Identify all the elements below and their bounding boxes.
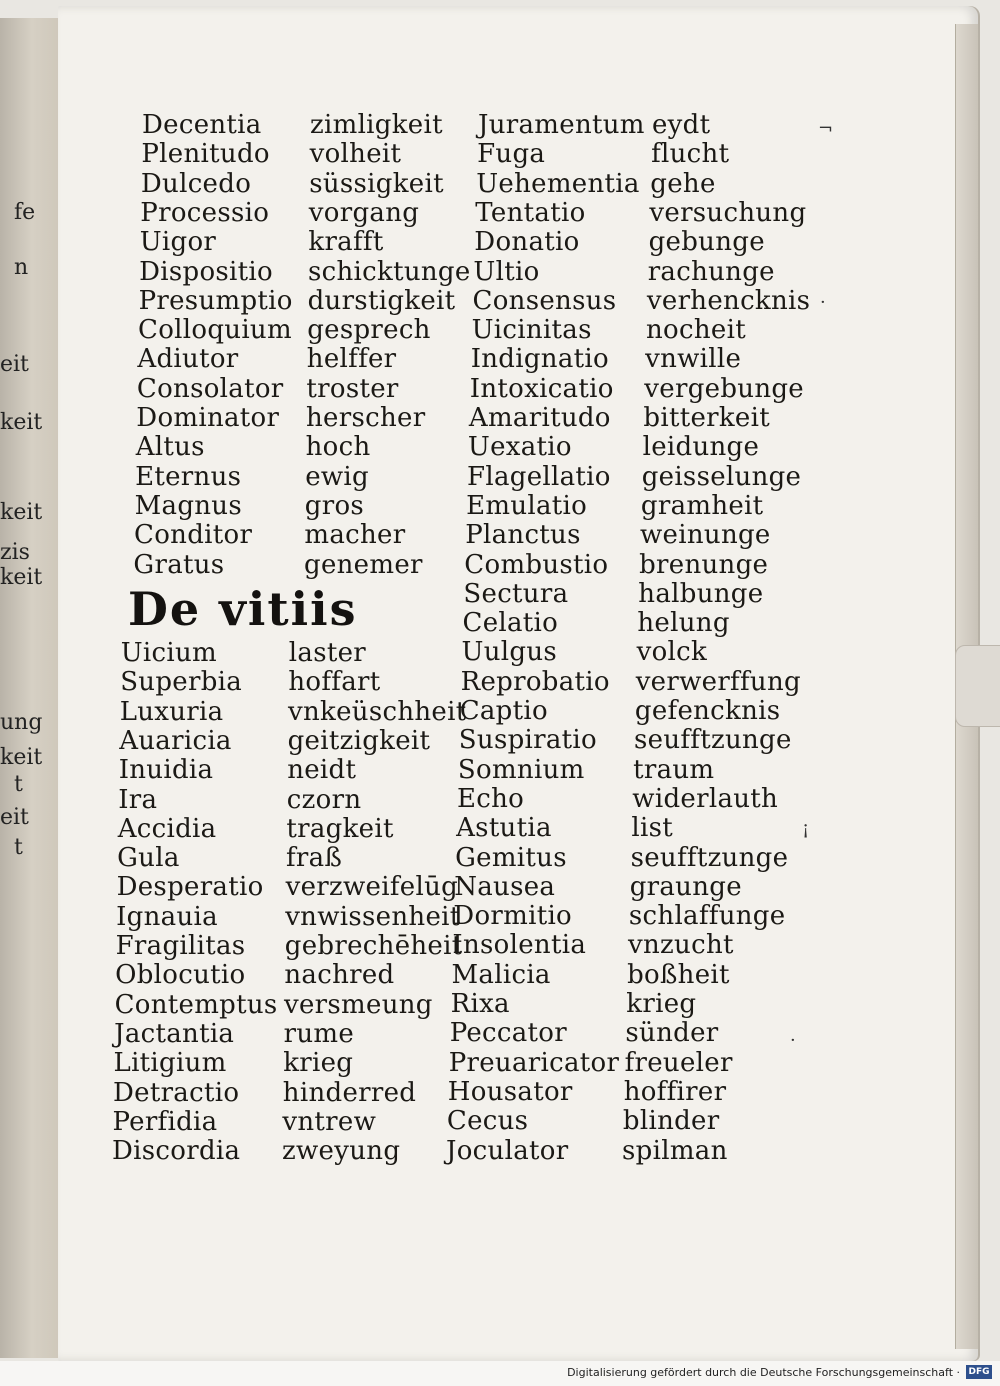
word-c1: Eternus	[135, 461, 242, 492]
left-margin-fragment: keit	[0, 745, 43, 770]
word-c3: Donatio	[474, 227, 580, 258]
word-c6: gebrechēheit	[284, 931, 463, 961]
word-c4: eydt	[652, 110, 711, 140]
word-c3: Preuaricator	[448, 1047, 620, 1078]
word-c2: herscher	[306, 403, 426, 433]
word-c3: Housator	[447, 1076, 573, 1107]
word-c6: nachred	[284, 960, 395, 991]
word-c1: Processio	[140, 197, 270, 228]
left-margin-fragment: eit	[0, 805, 29, 830]
word-c4: seufftzunge	[634, 725, 792, 756]
word-c4: blinder	[622, 1106, 720, 1137]
word-c4: vnzucht	[628, 930, 734, 961]
word-c3: Malicia	[451, 959, 551, 990]
word-c4: bitterkeit	[643, 403, 770, 433]
word-c6: geitzigkeit	[287, 725, 431, 756]
left-margin-fragment: t	[14, 772, 23, 797]
word-c3: Captio	[459, 696, 548, 726]
word-c4: gramheit	[640, 490, 764, 521]
word-c5: Gula	[117, 843, 180, 874]
word-c2: gros	[304, 490, 365, 521]
word-c5: Discordia	[112, 1136, 241, 1167]
word-c3: Combustio	[464, 549, 609, 580]
word-c4: rachunge	[647, 256, 775, 287]
word-c5: Oblocutio	[115, 960, 246, 991]
left-margin-fragment: keit	[0, 565, 43, 590]
dfg-logo: DFG	[966, 1365, 992, 1379]
word-c4: helung	[637, 608, 730, 639]
left-margin-fragment: ung	[0, 710, 43, 735]
left-margin-fragment: keit	[0, 410, 43, 435]
word-c1: Dominator	[136, 403, 280, 433]
word-c2: zimligkeit	[310, 110, 443, 140]
word-c3: Gemitus	[455, 842, 567, 873]
word-c4: sünder	[625, 1018, 719, 1049]
word-c3: Cecus	[446, 1106, 529, 1137]
left-margin-fragment: zis	[0, 540, 30, 565]
word-c1: Uigor	[139, 227, 217, 258]
margin-mark: ¡	[802, 818, 810, 839]
word-c6: laster	[288, 638, 367, 668]
word-c4: verwerffung	[635, 666, 801, 697]
word-c3: Indignatio	[470, 344, 609, 375]
word-c5: Luxuria	[119, 696, 224, 727]
word-c4: gefencknis	[634, 696, 781, 726]
word-c4: geisselunge	[641, 461, 802, 492]
left-margin-fragment: eit	[0, 352, 29, 377]
footer-credit: Digitalisierung gefördert durch die Deutsche Forschungsgemeinschaft ·	[567, 1366, 960, 1379]
word-c5: Inuidia	[118, 755, 214, 786]
word-c1: Magnus	[134, 490, 242, 521]
word-c4: schlaffunge	[628, 901, 786, 932]
word-c5: Accidia	[117, 813, 217, 844]
section-heading: De vitiis	[128, 582, 358, 636]
word-c3: Joculator	[446, 1135, 569, 1166]
word-c3: Sectura	[463, 578, 569, 609]
word-c3: Celatio	[462, 608, 559, 639]
word-c3: Somnium	[457, 754, 585, 785]
word-c3: Nausea	[454, 871, 556, 902]
word-c3: Ultio	[473, 256, 540, 287]
word-c1: Consolator	[136, 373, 284, 404]
word-c3: Consensus	[472, 285, 617, 316]
word-c3: Uicinitas	[471, 315, 592, 346]
word-c2: schicktunge	[308, 256, 471, 287]
word-c4: widerlauth	[632, 783, 779, 814]
word-c2: krafft	[308, 227, 384, 258]
word-c3: Uexatio	[467, 432, 572, 463]
word-c6: zweyung	[282, 1136, 401, 1167]
word-c1: Dispositio	[139, 256, 273, 287]
left-margin-fragment: n	[14, 255, 29, 280]
word-c3: Peccator	[449, 1018, 567, 1049]
word-c3: Astutia	[456, 813, 552, 844]
word-c1: Adiutor	[137, 344, 239, 375]
word-c3: Emulatio	[466, 490, 588, 521]
word-c2: volheit	[309, 139, 402, 170]
word-c6: tragkeit	[286, 813, 394, 844]
word-c4: vnwille	[645, 344, 742, 375]
word-c1: Dulcedo	[140, 168, 252, 199]
word-c2: macher	[304, 520, 406, 551]
word-c4: vergebunge	[644, 373, 804, 404]
word-c3: Suspiratio	[458, 725, 598, 756]
word-c4: hoffirer	[623, 1076, 727, 1107]
word-c6: krieg	[283, 1048, 354, 1079]
word-c2: durstigkeit	[307, 285, 456, 316]
word-c5: Auaricia	[119, 725, 232, 756]
word-c4: spilman	[622, 1135, 728, 1166]
word-c6: vnkeüschheit	[288, 696, 467, 727]
word-c1: Conditor	[134, 520, 253, 551]
word-c4: verhencknis	[646, 285, 811, 316]
margin-mark: ¬	[818, 118, 834, 139]
word-c3: Dormitio	[453, 901, 573, 932]
word-c2: ewig	[305, 461, 369, 492]
word-c6: fraß	[286, 843, 343, 874]
word-c6: vntrew	[282, 1106, 377, 1137]
word-c2: genemer	[304, 549, 423, 580]
word-c5: Desperatio	[116, 872, 264, 903]
word-c4: gehe	[650, 168, 716, 199]
word-c3: Fuga	[477, 139, 546, 170]
word-c6: hinderred	[282, 1077, 417, 1108]
word-c5: Perfidia	[112, 1106, 218, 1137]
word-c1: Decentia	[142, 110, 262, 140]
word-c3: Juramentum	[478, 110, 645, 140]
word-c3: Reprobatio	[460, 666, 610, 697]
word-c5: Detractio	[113, 1077, 240, 1108]
left-margin-fragment: fe	[14, 200, 36, 225]
word-c3: Intoxicatio	[469, 373, 614, 404]
word-c2: troster	[306, 373, 399, 404]
word-c6: vnwissenheit	[285, 901, 461, 932]
word-c6: verzweifelūg	[285, 872, 459, 903]
word-c1: Gratus	[133, 549, 225, 580]
word-c6: neidt	[287, 755, 357, 786]
word-c4: graunge	[629, 871, 742, 902]
word-c2: süssigkeit	[309, 168, 444, 199]
word-c5: Fragilitas	[115, 931, 246, 961]
word-c3: Tentatio	[475, 197, 586, 228]
word-c2: vorgang	[308, 197, 420, 228]
word-c3: Planctus	[465, 520, 581, 551]
word-c1: Plenitudo	[141, 139, 270, 170]
word-c6: hoffart	[288, 667, 381, 698]
word-c4: halbunge	[638, 578, 764, 609]
word-c3: Rixa	[450, 989, 510, 1019]
word-c4: boßheit	[627, 959, 730, 990]
word-c4: volck	[636, 637, 708, 668]
word-c6: rume	[283, 1018, 355, 1049]
word-c4: flucht	[651, 139, 730, 170]
word-c4: weinunge	[640, 520, 771, 551]
word-c2: gesprech	[307, 315, 431, 346]
word-c3: Insolentia	[452, 930, 587, 961]
word-c1: Presumptio	[138, 285, 293, 316]
word-c5: Ignauia	[116, 901, 218, 932]
page-tab	[955, 645, 1000, 727]
word-c4: gebunge	[648, 227, 765, 258]
margin-mark: ·	[820, 292, 826, 313]
word-c4: leidunge	[642, 432, 760, 463]
word-c4: krieg	[626, 989, 697, 1019]
word-c4: traum	[633, 754, 715, 785]
word-c6: versmeung	[284, 989, 433, 1020]
word-c2: hoch	[305, 432, 371, 463]
word-c3: Flagellatio	[467, 461, 611, 492]
word-c4: freueler	[624, 1047, 733, 1078]
word-c6: czorn	[286, 784, 362, 815]
word-c5: Uicium	[120, 638, 217, 668]
word-c2: helffer	[306, 344, 397, 375]
word-c4: list	[631, 813, 674, 844]
word-c4: versuchung	[649, 197, 807, 228]
word-c5: Litigium	[113, 1048, 227, 1079]
left-page-edge	[0, 18, 60, 1358]
word-c4: seufftzunge	[630, 842, 789, 873]
word-c5: Superbia	[120, 667, 243, 698]
word-c3: Echo	[457, 783, 525, 814]
word-c4: nocheit	[646, 315, 746, 346]
word-c4: brenunge	[639, 549, 769, 580]
word-c1: Colloquium	[138, 315, 292, 346]
margin-mark: ·	[790, 1030, 796, 1051]
left-margin-fragment: keit	[0, 500, 43, 525]
word-c3: Uehementia	[476, 168, 640, 199]
word-c1: Altus	[135, 432, 205, 463]
word-c3: Uulgus	[461, 637, 558, 668]
left-margin-fragment: t	[14, 835, 23, 860]
word-c5: Jactantia	[114, 1018, 235, 1049]
word-c5: Contemptus	[114, 989, 278, 1020]
word-c5: Ira	[118, 784, 158, 815]
word-c3: Amaritudo	[468, 403, 611, 433]
